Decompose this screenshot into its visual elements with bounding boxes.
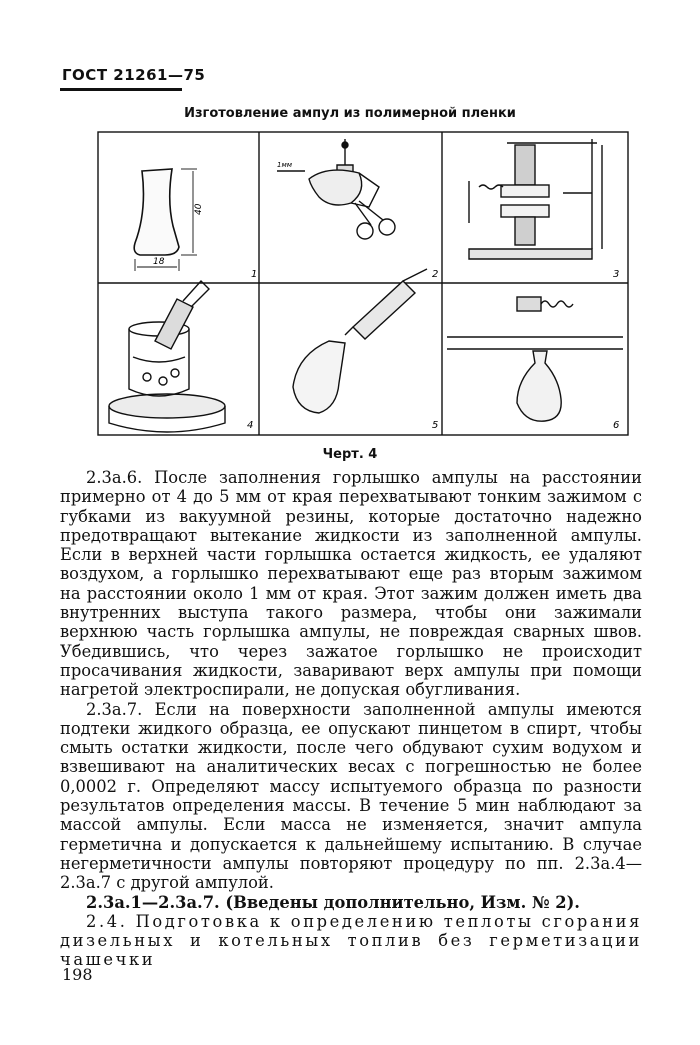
panel-6-sealing-spiral [447, 297, 623, 421]
figure-caption: Черт. 4 [322, 447, 378, 462]
dim-width-label: 18 [153, 257, 165, 267]
panel-4-beaker-filling [109, 281, 225, 432]
panel-2-folding-and-scissors [277, 139, 395, 239]
panel-number-5: 5 [432, 420, 439, 431]
panel-number-6: 6 [613, 420, 620, 431]
body-text [60, 468, 642, 970]
standard-header: ГОСТ 21261—75 [62, 66, 206, 84]
paragraph-2-3a-6: 2.3а.6. После заполнения горлышко ампулы на расстоянии примерно от 4 до 5 мм от края перехватывают тонким зажимом с губками из вакуумной резины, которые достаточно надежно предотвращают вытекание жидкости из заполненной ампулы. Если в верхней части горлышка остается жидкость, ее удаляют воздухом, а горлышко перехватывают еще раз вторым зажимом на расстоянии около 1 мм от края. Этот зажим должен иметь два внутренних выступа такого размера, чтобы они зажимали верхнюю часть горлышка ампулы, не повреждая сварных швов. Убедившись, что через зажатое горлышко не происходит просачивания жидкости, заваривают верх ампулы при помощи нагретой электроспирали, не допуская обугливания. [60, 468, 642, 700]
paragraph-amendment-note: 2.3а.1—2.3а.7. (Введены дополнительно, Изм. № 2). [86, 892, 580, 912]
dim-height-label: 40 [194, 203, 204, 215]
figure-title: Изготовление ампул из полимерной пленки [184, 106, 516, 121]
panel-3-heat-press [469, 139, 602, 259]
panel-number-2: 2 [432, 269, 439, 280]
panel-1-ampoule-shape [134, 169, 179, 255]
panel-number-4: 4 [247, 420, 254, 431]
header-underline [60, 88, 182, 91]
paragraph-2-4-heading: 2.4. Подготовка к определению теплоты сгорания дизельных и котельных топлив без герметизации чашечки [60, 911, 642, 970]
panel-number-3: 3 [613, 269, 620, 280]
panel-5-syringe-filling [293, 269, 427, 413]
dim-clamp-label: 1мм [277, 161, 293, 169]
panel-number-1: 1 [251, 269, 258, 280]
page-number: 198 [62, 965, 93, 984]
figure-ampoule-manufacturing [97, 131, 629, 436]
paragraph-2-3a-7: 2.3а.7. Если на поверхности заполненной ампулы имеются подтеки жидкого образца, ее опускают пинцетом в спирт, чтобы смыть остатки жидкости, после чего обдувают сухим водухом и взвешивают на аналитических весах с погрешностью не более 0,0002 г. Определяют массу испытуемого образца по разности результатов определения массы. В течение 5 мин наблюдают за массой ампулы. Если масса не изменяется, значит ампула герметична и допускается к дальнейшему испытанию. В случае негерметичности ампулы повторяют процедуру по пп. 2.3а.4—2.3а.7 с другой ампулой. [60, 699, 642, 893]
